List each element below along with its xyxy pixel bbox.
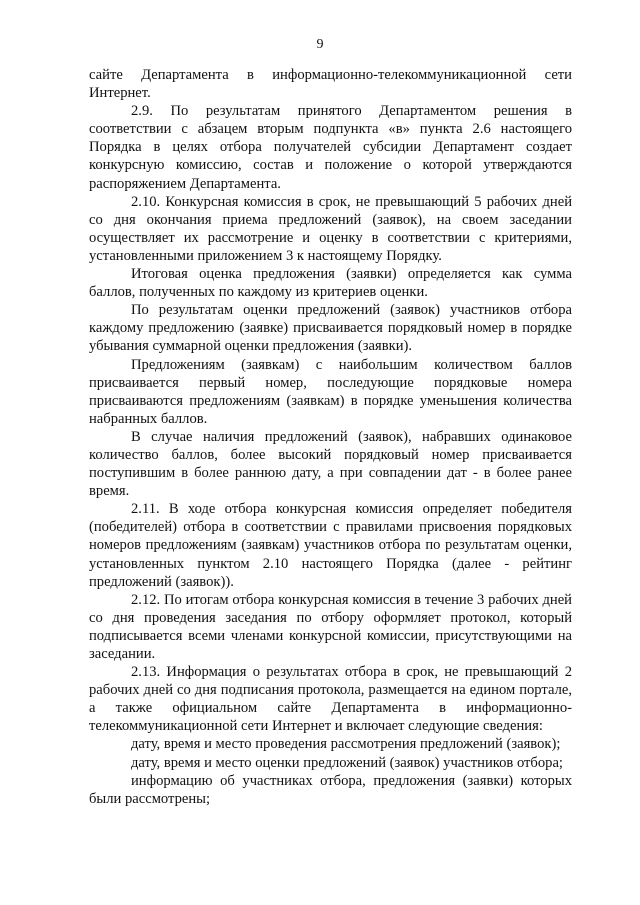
paragraph-2-13: 2.13. Информация о результатах отбора в срок, не превышающий 2 рабочих дней со дня подписания протокола, размещается на едином портале, а также официальном сайте Департамента в информационно-телекоммуникационной сети Интернет и включает следующие сведения:: [89, 664, 572, 735]
paragraph-2-12: 2.12. По итогам отбора конкурсная комиссия в течение 3 рабочих дней со дня проведения заседания по отбору оформляет протокол, который подписывается всеми членами конкурсной комиссии, присутствующими на заседании.: [89, 591, 572, 662]
paragraph-2-11: 2.11. В ходе отбора конкурсная комиссия определяет победителя (победителей) отбора в соответствии с правилами присвоения порядковых номеров предложениям (заявкам) участников отбора по результатам оценки, установленных пунктом 2.10 настоящего Порядка (далее - рейтинг предложений (заявок)).: [89, 501, 572, 590]
paragraph-continuation: сайте Департамента в информационно-телекоммуникационной сети Интернет.: [89, 67, 572, 102]
paragraph-2-10: 2.10. Конкурсная комиссия в срок, не превышающий 5 рабочих дней со дня окончания приема предложений (заявок), на своем заседании осуществляет их рассмотрение и оценку в соответствии с критериями, установленными приложением 3 к настоящему Порядку.: [89, 193, 572, 264]
paragraph-equal-score: В случае наличия предложений (заявок), набравших одинаковое количество баллов, более высокий порядковый номер присваивается поступившим в более раннюю дату, а при совпадении дат - в более ранее время.: [89, 428, 572, 500]
page-number: 9: [316, 37, 324, 52]
list-item-participants: информацию об участниках отбора, предложения (заявки) которых были рассмотрены;: [89, 772, 572, 807]
paragraph-final-score: Итоговая оценка предложения (заявки) определяется как сумма баллов, полученных по каждому из критериев оценки.: [89, 266, 572, 301]
paragraph-2-9: 2.9. По результатам принятого Департаментом решения в соответствии с абзацем вторым подпункта «в» пункта 2.6 настоящего Порядка в целях отбора получателей субсидии Департамент создает конкурсную комиссию, состав и положение о которой утверждаются распоряжением Департамента.: [89, 103, 572, 192]
list-item-evaluation-date: дату, время и место оценки предложений (заявок) участников отбора;: [131, 754, 563, 771]
paragraph-first-number: Предложениям (заявкам) с наибольшим количеством баллов присваивается первый номер, последующие порядковые номера присваиваются предложениям (заявкам) в порядке уменьшения количества набранных баллов.: [89, 356, 572, 427]
list-item-review-date: дату, время и место проведения рассмотрения предложений (заявок);: [131, 736, 561, 753]
paragraph-ranking: По результатам оценки предложений (заявок) участников отбора каждому предложению (заявке) присваивается порядковый номер в порядке убывания суммарной оценки предложения (заявки).: [89, 302, 572, 355]
document-body: [89, 66, 572, 808]
